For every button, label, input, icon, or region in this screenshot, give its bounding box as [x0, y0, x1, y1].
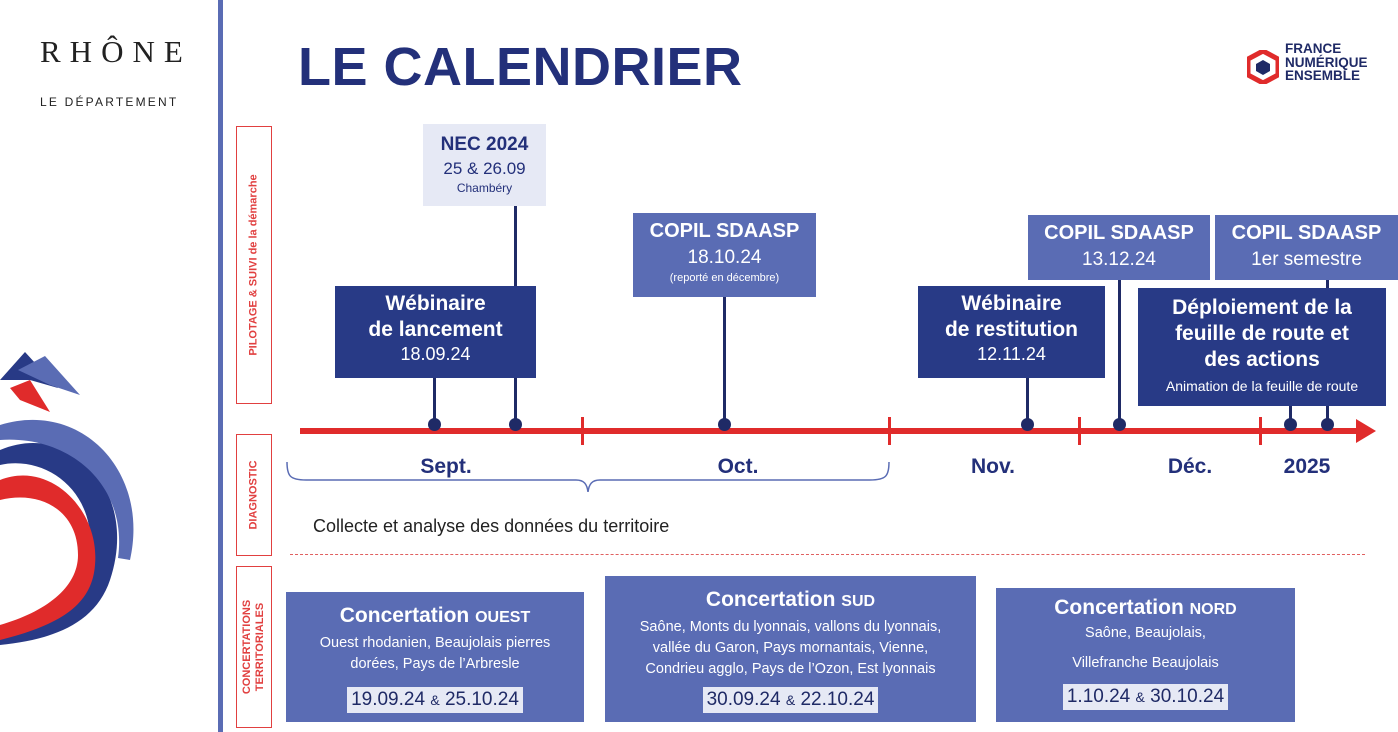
section-divider — [290, 554, 1365, 555]
diagnostic-label: DIAGNOSTIC — [247, 460, 260, 530]
rhone-logo: RHÔNE — [40, 34, 192, 69]
event-copil2: COPIL SDAASP 13.12.24 — [1028, 215, 1210, 280]
concertation-sud-dates: 30.09.24 & 22.10.24 — [703, 687, 879, 713]
separator-line — [218, 0, 223, 732]
page-title: LE CALENDRIER — [298, 37, 743, 97]
month-2025: 2025 — [1283, 455, 1331, 478]
event-copil3: COPIL SDAASP 1er semestre — [1215, 215, 1398, 280]
month-sept: Sept. — [420, 455, 472, 478]
dot-deploiement — [1284, 418, 1297, 431]
fne-text: FRANCE NUMÉRIQUE ENSEMBLE — [1285, 41, 1368, 83]
dot-copil1 — [718, 418, 731, 431]
france-numerique-ensemble-logo — [1247, 42, 1397, 92]
concertation-ouest-dates: 19.09.24 & 25.10.24 — [347, 687, 523, 713]
swirl-logo-icon — [0, 340, 150, 660]
month-nov: Nov. — [971, 455, 1015, 478]
pilotage-label: PILOTAGE & SUIVI de la démarche — [247, 174, 260, 356]
stem-copil2 — [1118, 280, 1121, 424]
dot-webinaire-lancement — [428, 418, 441, 431]
concertation-ouest: Concertation OUEST Ouest rhodanien, Beaujolais pierres dorées, Pays de l’Arbresle 19.09.24 & 25.10.24 — [286, 592, 584, 722]
stem-copil1 — [723, 296, 726, 424]
concertation-nord: Concertation NORD Saône, Beaujolais, Villefranche Beaujolais 1.10.24 & 30.10.24 — [996, 588, 1295, 722]
tick-nov-dec — [1078, 417, 1081, 445]
event-nec: NEC 2024 25 & 26.09 Chambéry — [423, 124, 546, 206]
departement-label: LE DÉPARTEMENT — [40, 95, 179, 109]
diagnostic-brace-icon — [286, 462, 890, 492]
dot-copil2 — [1113, 418, 1126, 431]
month-oct: Oct. — [717, 455, 759, 478]
dot-nec — [509, 418, 522, 431]
event-deploiement: Déploiement de la feuille de route et des actions Animation de la feuille de route — [1138, 288, 1386, 406]
concertations-label-box — [236, 566, 272, 728]
timeline-axis — [300, 428, 1360, 434]
event-copil1: COPIL SDAASP 18.10.24 (reporté en décembre) — [633, 213, 816, 297]
concertation-nord-dates: 1.10.24 & 30.10.24 — [1063, 684, 1228, 710]
tick-oct-nov — [888, 417, 891, 445]
concertations-label: CONCERTATIONS TERRITORIALES — [241, 599, 266, 695]
dot-webinaire-restitution — [1021, 418, 1034, 431]
hexagon-logo-icon — [1247, 50, 1279, 84]
brand-panel — [0, 0, 218, 732]
tick-sep-oct — [581, 417, 584, 445]
timeline-arrow-icon — [1356, 419, 1376, 443]
concertation-nord-title: Concertation NORD — [1054, 596, 1237, 619]
diagnostic-text: Collecte et analyse des données du territoire — [313, 516, 670, 536]
concertation-ouest-title: Concertation OUEST — [339, 604, 531, 627]
event-webinaire-lancement: Wébinaire de lancement 18.09.24 — [335, 286, 536, 378]
tick-dec-2025 — [1259, 417, 1262, 445]
pilotage-label-box — [236, 126, 272, 404]
concertation-sud-title: Concertation SUD — [705, 588, 876, 611]
dot-copil3 — [1321, 418, 1334, 431]
concertation-sud: Concertation SUD Saône, Monts du lyonnais, vallons du lyonnais, vallée du Garon, Pays mornantais, Vienne, Condrieu agglo, Pays de l’Ozon, Est lyonnais 30.09.24 & 22.10.24 — [605, 576, 976, 722]
event-webinaire-restitution: Wébinaire de restitution 12.11.24 — [918, 286, 1105, 378]
month-dec: Déc. — [1167, 455, 1213, 478]
diagnostic-label-box — [236, 434, 272, 556]
